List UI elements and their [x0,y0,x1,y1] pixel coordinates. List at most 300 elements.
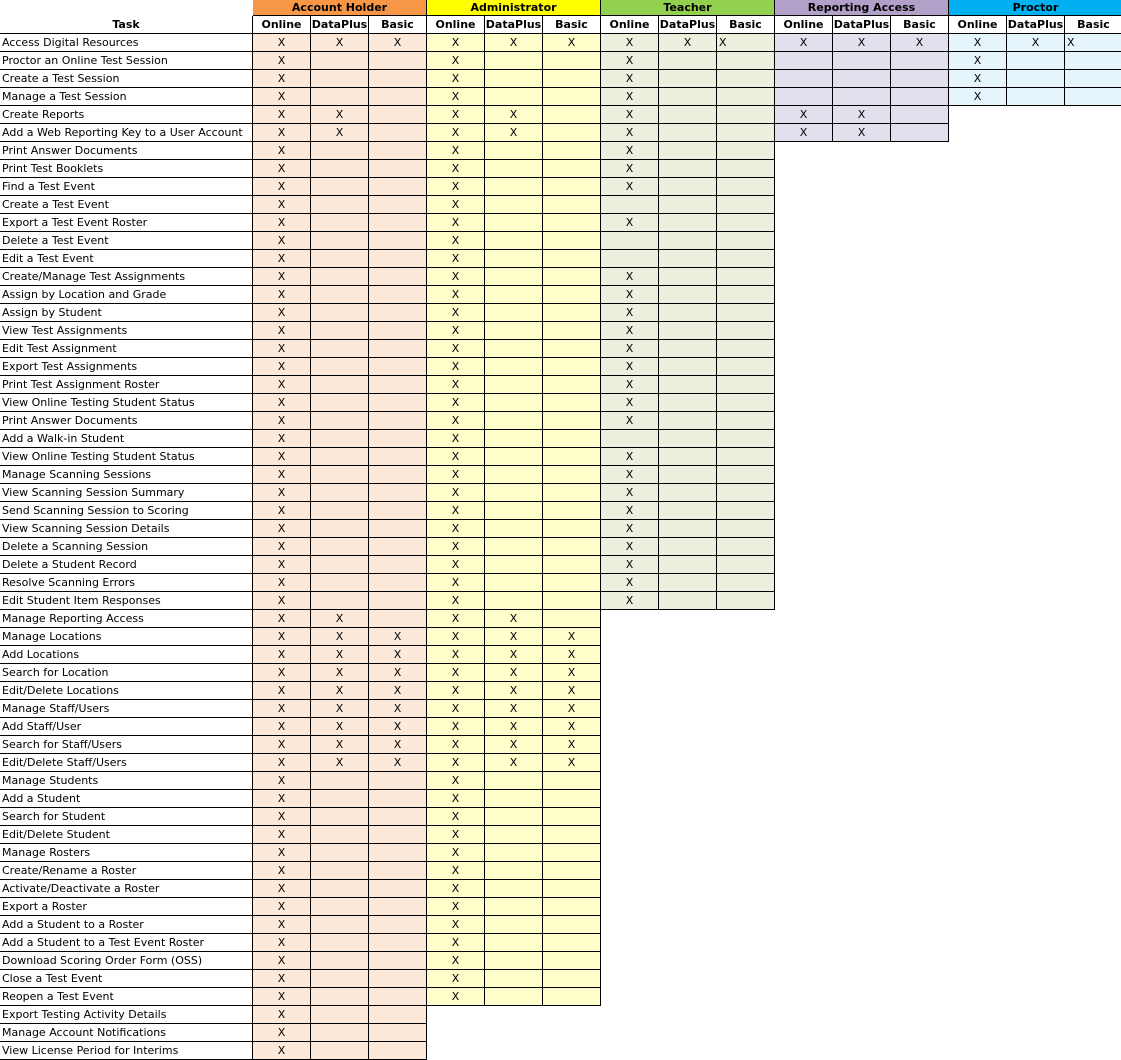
permission-mark [543,538,601,556]
permission-mark [659,448,717,466]
permission-mark: X [427,196,485,214]
sub-header-online: Online [949,16,1007,34]
task-name: Delete a Student Record [0,556,253,574]
task-name: Export a Test Event Roster [0,214,253,232]
permission-mark [543,502,601,520]
permission-mark [485,70,543,88]
permission-mark [369,970,427,988]
permission-mark [543,484,601,502]
role-header: Account Holder [253,0,427,16]
task-name: Search for Location [0,664,253,682]
permission-mark [543,448,601,466]
permission-mark [717,556,775,574]
task-name: Manage Staff/Users [0,700,253,718]
permission-mark [369,574,427,592]
permission-mark [311,70,369,88]
sub-header-online: Online [601,16,659,34]
permission-mark: X [253,124,311,142]
permission-mark: X [601,484,659,502]
task-name: Manage Scanning Sessions [0,466,253,484]
permission-mark: X [601,70,659,88]
permission-mark [485,412,543,430]
permission-mark: X [601,142,659,160]
permission-mark: X [427,412,485,430]
permission-mark [717,52,775,70]
task-name: Reopen a Test Event [0,988,253,1006]
permission-mark: X [311,610,369,628]
permission-mark [485,466,543,484]
permission-mark [775,70,833,88]
permission-mark: X [427,664,485,682]
permission-mark: X [253,196,311,214]
permission-mark [369,268,427,286]
permission-mark [311,1024,369,1042]
permission-mark [369,340,427,358]
permission-mark: X [253,646,311,664]
permission-mark [369,808,427,826]
permission-mark: X [601,340,659,358]
task-name: Edit Student Item Responses [0,592,253,610]
permission-mark: X [369,754,427,772]
task-name: Close a Test Event [0,970,253,988]
permission-mark: X [253,250,311,268]
permission-mark: X [485,646,543,664]
permission-mark: X [253,592,311,610]
permission-mark: X [427,484,485,502]
permission-mark: X [253,520,311,538]
permission-mark [311,88,369,106]
task-name: Manage Students [0,772,253,790]
permission-mark [891,88,949,106]
permission-mark: X [253,664,311,682]
permission-mark [717,178,775,196]
permission-mark: X [253,862,311,880]
permission-mark [659,286,717,304]
permission-mark: X [543,34,601,52]
permission-mark: X [311,700,369,718]
permission-mark [543,880,601,898]
permission-mark: X [311,106,369,124]
permission-mark [485,340,543,358]
permission-mark [485,394,543,412]
task-name: Export Test Assignments [0,358,253,376]
permission-mark [369,610,427,628]
permission-mark: X [253,1006,311,1024]
permission-mark [311,952,369,970]
permission-mark: X [253,142,311,160]
task-name: Print Test Assignment Roster [0,376,253,394]
permission-mark: X [253,952,311,970]
permission-mark [717,466,775,484]
permission-mark [543,916,601,934]
permission-mark [485,520,543,538]
permission-mark [659,196,717,214]
task-name: Manage Account Notifications [0,1024,253,1042]
permission-mark: X [311,34,369,52]
permission-mark [311,340,369,358]
sub-header-basic: Basic [543,16,601,34]
permission-mark [543,862,601,880]
permission-mark: X [427,718,485,736]
permission-mark [485,862,543,880]
permission-mark [891,106,949,124]
permission-mark [311,574,369,592]
permission-mark [833,52,891,70]
permission-mark [311,358,369,376]
permission-mark [543,772,601,790]
permission-mark: X [485,664,543,682]
permission-mark [717,214,775,232]
permission-mark [543,592,601,610]
task-name: Edit/Delete Locations [0,682,253,700]
permission-mark [833,70,891,88]
permission-mark [543,340,601,358]
permission-mark: X [253,340,311,358]
permission-mark [485,304,543,322]
task-name: Search for Student [0,808,253,826]
permission-mark [543,52,601,70]
permission-mark [485,322,543,340]
permission-mark: X [427,304,485,322]
permission-mark [717,574,775,592]
permission-mark [485,232,543,250]
permission-mark: X [253,826,311,844]
permission-mark [1065,52,1121,70]
permission-mark: X [427,376,485,394]
task-name: View Scanning Session Details [0,520,253,538]
sub-header-basic: Basic [717,16,775,34]
permission-mark: X [427,790,485,808]
permission-mark: X [833,34,891,52]
permission-mark: X [427,286,485,304]
permission-mark [311,232,369,250]
permission-mark: X [427,862,485,880]
permission-mark [311,304,369,322]
permission-mark: X [833,106,891,124]
task-name: Add a Student to a Test Event Roster [0,934,253,952]
permission-mark: X [427,898,485,916]
permission-mark [891,124,949,142]
task-name: Access Digital Resources [0,34,253,52]
permission-mark [485,160,543,178]
permission-mark [369,160,427,178]
permission-mark: X [253,736,311,754]
permission-mark: X [253,268,311,286]
permission-mark: X [601,358,659,376]
permission-mark: X [427,88,485,106]
permission-mark [543,412,601,430]
task-name: Print Answer Documents [0,412,253,430]
permission-mark [543,988,601,1006]
permission-mark [717,286,775,304]
permission-mark [717,430,775,448]
permission-mark [485,142,543,160]
permission-mark [543,790,601,808]
permission-mark [311,52,369,70]
permission-mark: X [369,700,427,718]
sub-header-online: Online [775,16,833,34]
permission-mark: X [543,646,601,664]
permission-mark [485,880,543,898]
permission-mark [485,808,543,826]
permission-mark: X [427,880,485,898]
permission-mark [543,394,601,412]
permission-mark [369,1042,427,1060]
permission-mark [717,106,775,124]
permission-mark [601,250,659,268]
permission-mark: X [427,538,485,556]
permission-mark [485,898,543,916]
permission-mark [717,376,775,394]
permission-mark [311,250,369,268]
task-name: Edit a Test Event [0,250,253,268]
permission-mark: X [601,268,659,286]
task-name: Create/Manage Test Assignments [0,268,253,286]
permission-mark [485,484,543,502]
permission-mark: X [601,502,659,520]
permission-mark: X [427,232,485,250]
permission-mark [369,412,427,430]
permission-mark [543,70,601,88]
permission-mark [717,88,775,106]
permission-mark: X [253,484,311,502]
permission-mark: X [427,736,485,754]
permission-mark [659,538,717,556]
permission-mark [485,52,543,70]
permission-mark: X [427,70,485,88]
permission-mark: X [253,34,311,52]
task-name: Assign by Student [0,304,253,322]
permission-mark [369,988,427,1006]
permission-mark [659,88,717,106]
permission-mark: X [253,304,311,322]
permission-mark: X [311,718,369,736]
permission-mark: X [427,34,485,52]
permission-mark [369,592,427,610]
permission-mark [601,232,659,250]
permission-mark: X [253,898,311,916]
task-name: Add a Student to a Roster [0,916,253,934]
permission-mark [369,376,427,394]
permission-mark: X [253,502,311,520]
permission-mark: X [253,700,311,718]
permission-mark: X [601,520,659,538]
permission-mark [543,844,601,862]
permission-mark [485,214,543,232]
permission-mark: X [543,682,601,700]
task-column-header: Task [0,16,253,34]
permission-mark [717,538,775,556]
permission-mark [543,358,601,376]
permission-mark: X [543,700,601,718]
task-name: Manage Reporting Access [0,610,253,628]
permission-mark [891,70,949,88]
permission-mark: X [311,628,369,646]
permission-mark: X [253,772,311,790]
permission-mark: X [369,34,427,52]
permission-mark [311,592,369,610]
permission-mark: X [891,34,949,52]
permission-mark [543,934,601,952]
permission-mark: X [427,628,485,646]
permission-mark [369,142,427,160]
permission-mark: X [427,988,485,1006]
permission-mark: X [253,232,311,250]
permission-mark: X [253,214,311,232]
permission-mark [543,322,601,340]
sub-header-basic: Basic [891,16,949,34]
permission-mark: X [311,736,369,754]
task-name: Add Locations [0,646,253,664]
permission-mark: X [253,790,311,808]
permission-mark [369,232,427,250]
permission-mark: X [601,466,659,484]
permission-mark: X [253,52,311,70]
permission-mark: X [601,412,659,430]
permission-mark [369,214,427,232]
permission-mark: X [601,52,659,70]
permission-mark: X [253,466,311,484]
permission-mark: X [601,376,659,394]
permission-mark: X [253,844,311,862]
permission-mark [369,196,427,214]
permission-mark: X [427,268,485,286]
permission-mark: X [601,448,659,466]
permission-mark [543,466,601,484]
permission-mark: X [369,736,427,754]
permission-mark: X [311,646,369,664]
permission-mark: X [427,808,485,826]
permission-mark: X [775,34,833,52]
permission-mark [659,214,717,232]
permission-mark [717,196,775,214]
task-name: Print Test Booklets [0,160,253,178]
permission-mark [659,142,717,160]
permission-mark [369,250,427,268]
permission-mark [311,880,369,898]
permission-mark [369,484,427,502]
permission-mark [311,916,369,934]
permission-mark [369,322,427,340]
permission-mark: X [485,34,543,52]
permission-mark [311,844,369,862]
permission-mark: X [369,682,427,700]
permission-mark: X [427,646,485,664]
permission-mark: X [601,538,659,556]
sub-header-online: Online [427,16,485,34]
permission-mark [311,214,369,232]
permission-mark [659,340,717,358]
permission-mark [717,340,775,358]
task-name: Manage a Test Session [0,88,253,106]
permission-mark: X [717,34,775,52]
task-name: View Test Assignments [0,322,253,340]
permission-mark: X [253,448,311,466]
permission-mark [369,862,427,880]
permission-mark [311,538,369,556]
role-header: Proctor [949,0,1121,16]
permission-mark [659,106,717,124]
permission-mark [1065,70,1121,88]
permission-mark [369,430,427,448]
permission-mark: X [253,70,311,88]
task-name: Add a Web Reporting Key to a User Account [0,124,253,142]
permission-mark [717,448,775,466]
task-name: Manage Rosters [0,844,253,862]
role-header: Teacher [601,0,775,16]
permission-mark: X [949,52,1007,70]
permission-mark [311,430,369,448]
permission-mark [369,1006,427,1024]
permission-mark [311,934,369,952]
permission-mark: X [253,682,311,700]
permission-mark: X [485,754,543,772]
permission-mark: X [543,664,601,682]
permission-mark [485,826,543,844]
permission-mark [311,988,369,1006]
permission-mark: X [949,88,1007,106]
permission-mark [369,934,427,952]
permission-mark [659,70,717,88]
permission-mark [659,466,717,484]
permission-mark [659,394,717,412]
permission-mark [543,430,601,448]
permission-mark [891,52,949,70]
permission-mark: X [253,88,311,106]
permission-mark [543,250,601,268]
task-name: Export Testing Activity Details [0,1006,253,1024]
permission-mark: X [253,322,311,340]
permission-mark [311,484,369,502]
sub-header-dataplus: DataPlus [659,16,717,34]
permission-mark [659,124,717,142]
permission-mark [369,178,427,196]
task-name: View License Period for Interims [0,1042,253,1060]
permission-mark: X [427,502,485,520]
permission-mark [485,574,543,592]
permission-mark: X [311,124,369,142]
permission-mark [1007,52,1065,70]
permission-mark: X [543,718,601,736]
permission-mark [369,556,427,574]
permission-mark: X [311,682,369,700]
permission-mark [485,286,543,304]
permission-mark [485,502,543,520]
sub-header-dataplus: DataPlus [1007,16,1065,34]
permission-mark [775,52,833,70]
task-name: Send Scanning Session to Scoring [0,502,253,520]
permission-mark: X [253,574,311,592]
task-name: Resolve Scanning Errors [0,574,253,592]
permission-mark [1007,88,1065,106]
permission-mark: X [369,718,427,736]
task-name: Activate/Deactivate a Roster [0,880,253,898]
permission-mark [369,844,427,862]
permission-mark: X [601,322,659,340]
permission-mark: X [253,934,311,952]
permission-mark: X [253,286,311,304]
permission-mark [485,358,543,376]
permission-mark: X [659,34,717,52]
permission-mark [659,268,717,286]
permission-mark: X [485,736,543,754]
permission-mark [543,574,601,592]
permission-mark [543,88,601,106]
permission-mark [543,268,601,286]
permission-mark [369,502,427,520]
permission-mark [659,556,717,574]
permission-mark [659,304,717,322]
